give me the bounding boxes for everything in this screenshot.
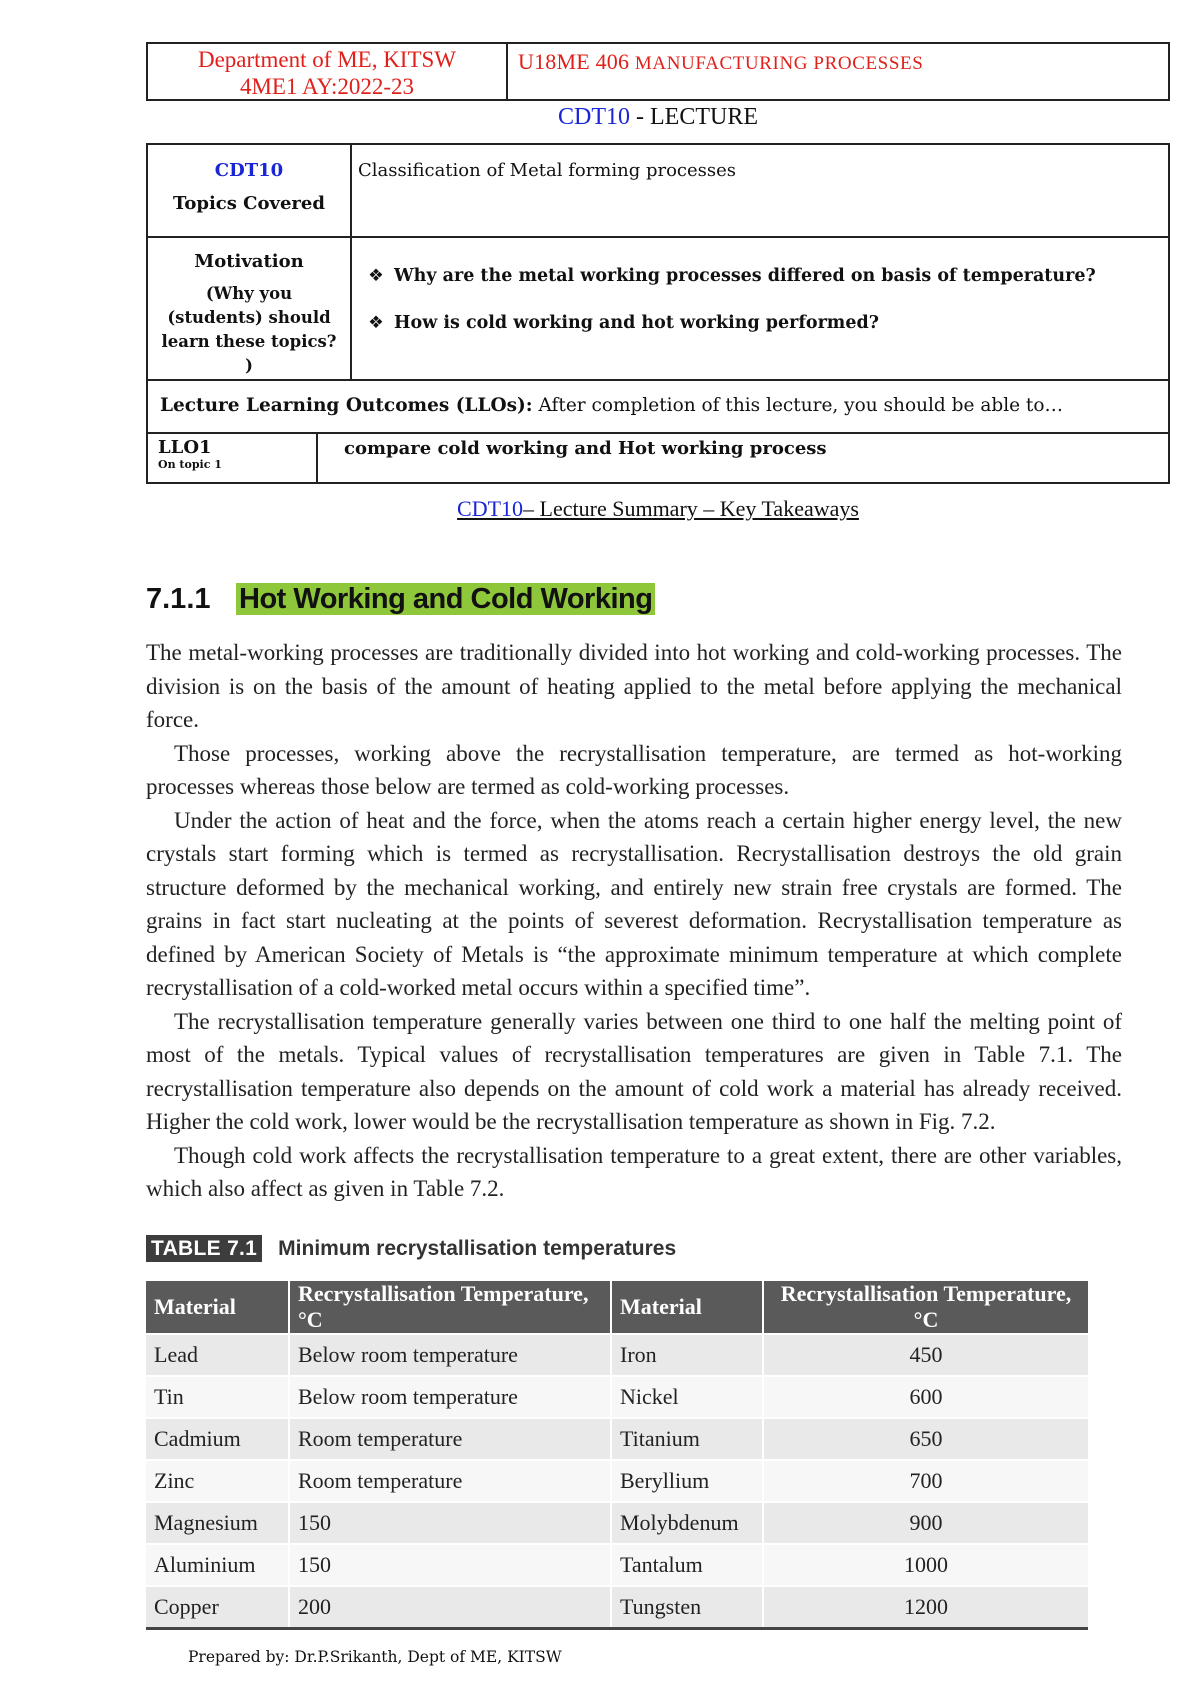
lecture-code: CDT10 bbox=[558, 104, 630, 130]
llo-topic: On topic 1 bbox=[158, 458, 222, 471]
column-header: Recrystallisation Temperature, °C bbox=[289, 1281, 611, 1334]
topics-code: CDT10 bbox=[214, 160, 284, 181]
llo-id: LLO1 bbox=[158, 437, 212, 458]
table-cell: Cadmium bbox=[146, 1418, 289, 1460]
lecture-suffix: - LECTURE bbox=[630, 104, 758, 130]
table-cell: Magnesium bbox=[146, 1502, 289, 1544]
body-text bbox=[146, 636, 1122, 1206]
table-cell: Below room temperature bbox=[289, 1376, 611, 1418]
column-header: Material bbox=[611, 1281, 763, 1334]
table-row bbox=[146, 1418, 1088, 1460]
table-cell: Iron bbox=[611, 1334, 763, 1376]
section-heading bbox=[146, 583, 655, 616]
table-cell: Copper bbox=[146, 1586, 289, 1629]
lecture-title bbox=[146, 104, 1170, 131]
summary-text: – Lecture Summary – Key Takeaways bbox=[523, 496, 859, 521]
topics-text-cell bbox=[351, 144, 1169, 237]
table-cell: Nickel bbox=[611, 1376, 763, 1418]
paragraph: Those processes, working above the recrystallisation temperature, are termed as hot-working processes whereas those below are termed as cold-working processes. bbox=[146, 740, 1122, 799]
table-cell: Room temperature bbox=[289, 1418, 611, 1460]
column-header: Recrystallisation Temperature,°C bbox=[763, 1281, 1088, 1334]
table-cell: Aluminium bbox=[146, 1544, 289, 1586]
llo-text: compare cold working and Hot working process bbox=[344, 438, 827, 459]
table-row bbox=[146, 1502, 1088, 1544]
table-cell: 450 bbox=[763, 1334, 1088, 1376]
topics-label: Topics Covered bbox=[173, 193, 325, 214]
table-cell: 1200 bbox=[763, 1586, 1088, 1629]
table-cell: 200 bbox=[289, 1586, 611, 1629]
motivation-title: Motivation bbox=[194, 251, 304, 272]
question-text: Why are the metal working processes differed on basis of temperature? bbox=[394, 266, 1096, 286]
table-header-row bbox=[146, 1281, 1088, 1334]
llo-id-cell bbox=[148, 434, 318, 482]
course-code: U18ME 406 bbox=[518, 49, 630, 74]
motivation-subtitle: (Why you (students) should learn these topics? ) bbox=[161, 284, 337, 375]
llo-row bbox=[146, 434, 1170, 484]
table-cell: Room temperature bbox=[289, 1460, 611, 1502]
department-line: Department of ME, KITSW bbox=[197, 47, 457, 72]
paragraph: The metal-working processes are traditionally divided into hot working and cold-working processes. The division is on the basis of the amount of heating applied to the metal before applying the mechanical force. bbox=[146, 640, 1122, 732]
topics-table bbox=[146, 143, 1170, 381]
section-number: 7.1.1 bbox=[146, 583, 211, 615]
llo-heading-text: After completion of this lecture, you should be able to… bbox=[532, 395, 1064, 416]
footer-credit: Prepared by: Dr.P.Srikanth, Dept of ME, KITSW bbox=[188, 1648, 562, 1666]
table-cell: Molybdenum bbox=[611, 1502, 763, 1544]
topics-row bbox=[147, 144, 1169, 237]
table-cell: Tantalum bbox=[611, 1544, 763, 1586]
section-title: Hot Working and Cold Working bbox=[236, 583, 655, 615]
course-name: MANUFACTURING PROCESSES bbox=[634, 53, 924, 74]
motivation-row bbox=[147, 237, 1169, 380]
table-cell: Lead bbox=[146, 1334, 289, 1376]
table-cell: 650 bbox=[763, 1418, 1088, 1460]
table-row bbox=[146, 1376, 1088, 1418]
table-cell: Beryllium bbox=[611, 1460, 763, 1502]
academic-year-line: 4ME1 AY:2022-23 bbox=[239, 74, 415, 99]
table-row bbox=[146, 1460, 1088, 1502]
table-cell: 900 bbox=[763, 1502, 1088, 1544]
table-cell: Below room temperature bbox=[289, 1334, 611, 1376]
table-caption bbox=[146, 1237, 676, 1261]
table-cell: 600 bbox=[763, 1376, 1088, 1418]
column-header: Material bbox=[146, 1281, 289, 1334]
motivation-questions-cell bbox=[351, 237, 1169, 380]
motivation-question-2 bbox=[358, 313, 1167, 333]
paragraph: Though cold work affects the recrystallisation temperature to a great extent, there are other variables, which also affect as given in Table 7.2. bbox=[146, 1142, 1122, 1201]
topics-label-cell bbox=[147, 144, 351, 237]
table-tag: TABLE 7.1 bbox=[146, 1235, 262, 1262]
table-row bbox=[146, 1334, 1088, 1376]
paragraph: The recrystallisation temperature generally varies between one third to one half the melting point of most of the metals. Typical values of recrystallisation temperatures are given in Table 7.1. The recrystallisation temperature also depends on the amount of cold work a material has already received. Higher the cold work, lower would be the recrystallisation temperature as shown in Fig. 7.2. bbox=[146, 1008, 1122, 1134]
summary-title bbox=[146, 496, 1170, 522]
motivation-question-1 bbox=[358, 266, 1167, 286]
department-cell bbox=[148, 44, 508, 99]
table-cell: Zinc bbox=[146, 1460, 289, 1502]
course-cell bbox=[508, 44, 1168, 99]
bullet-icon: ❖ bbox=[368, 313, 384, 333]
recrystallisation-table bbox=[146, 1281, 1088, 1630]
table-row bbox=[146, 1586, 1088, 1629]
llo-heading bbox=[146, 380, 1170, 434]
topics-text: Classification of Metal forming processes bbox=[358, 160, 737, 181]
table-cell: Titanium bbox=[611, 1418, 763, 1460]
motivation-label-cell bbox=[147, 237, 351, 380]
table-cell: 150 bbox=[289, 1502, 611, 1544]
table-cell: Tungsten bbox=[611, 1586, 763, 1629]
header-box bbox=[146, 42, 1170, 101]
table-cell: 700 bbox=[763, 1460, 1088, 1502]
paragraph: Under the action of heat and the force, when the atoms reach a certain higher energy level, the new crystals start forming which is termed as recrystallisation. Recrystallisation destroys the old grain structure deformed by the mechanical working, and entirely new strain free crystals are formed. The grains in fact start nucleating at the points of severest deformation. Recrystallisation temperature as defined by American Society of Metals is “the approximate minimum temperature at which complete recrystallisation of a cold-worked metal occurs within a specified time”. bbox=[146, 807, 1122, 1000]
summary-code: CDT10 bbox=[457, 496, 524, 521]
llo-heading-label: Lecture Learning Outcomes (LLOs): bbox=[160, 395, 533, 416]
table-cell: Tin bbox=[146, 1376, 289, 1418]
bullet-icon: ❖ bbox=[368, 266, 384, 286]
table-cell: 150 bbox=[289, 1544, 611, 1586]
table-cell: 1000 bbox=[763, 1544, 1088, 1586]
table-caption-text: Minimum recrystallisation temperatures bbox=[278, 1237, 677, 1260]
table-row bbox=[146, 1544, 1088, 1586]
question-text: How is cold working and hot working performed? bbox=[394, 313, 879, 333]
